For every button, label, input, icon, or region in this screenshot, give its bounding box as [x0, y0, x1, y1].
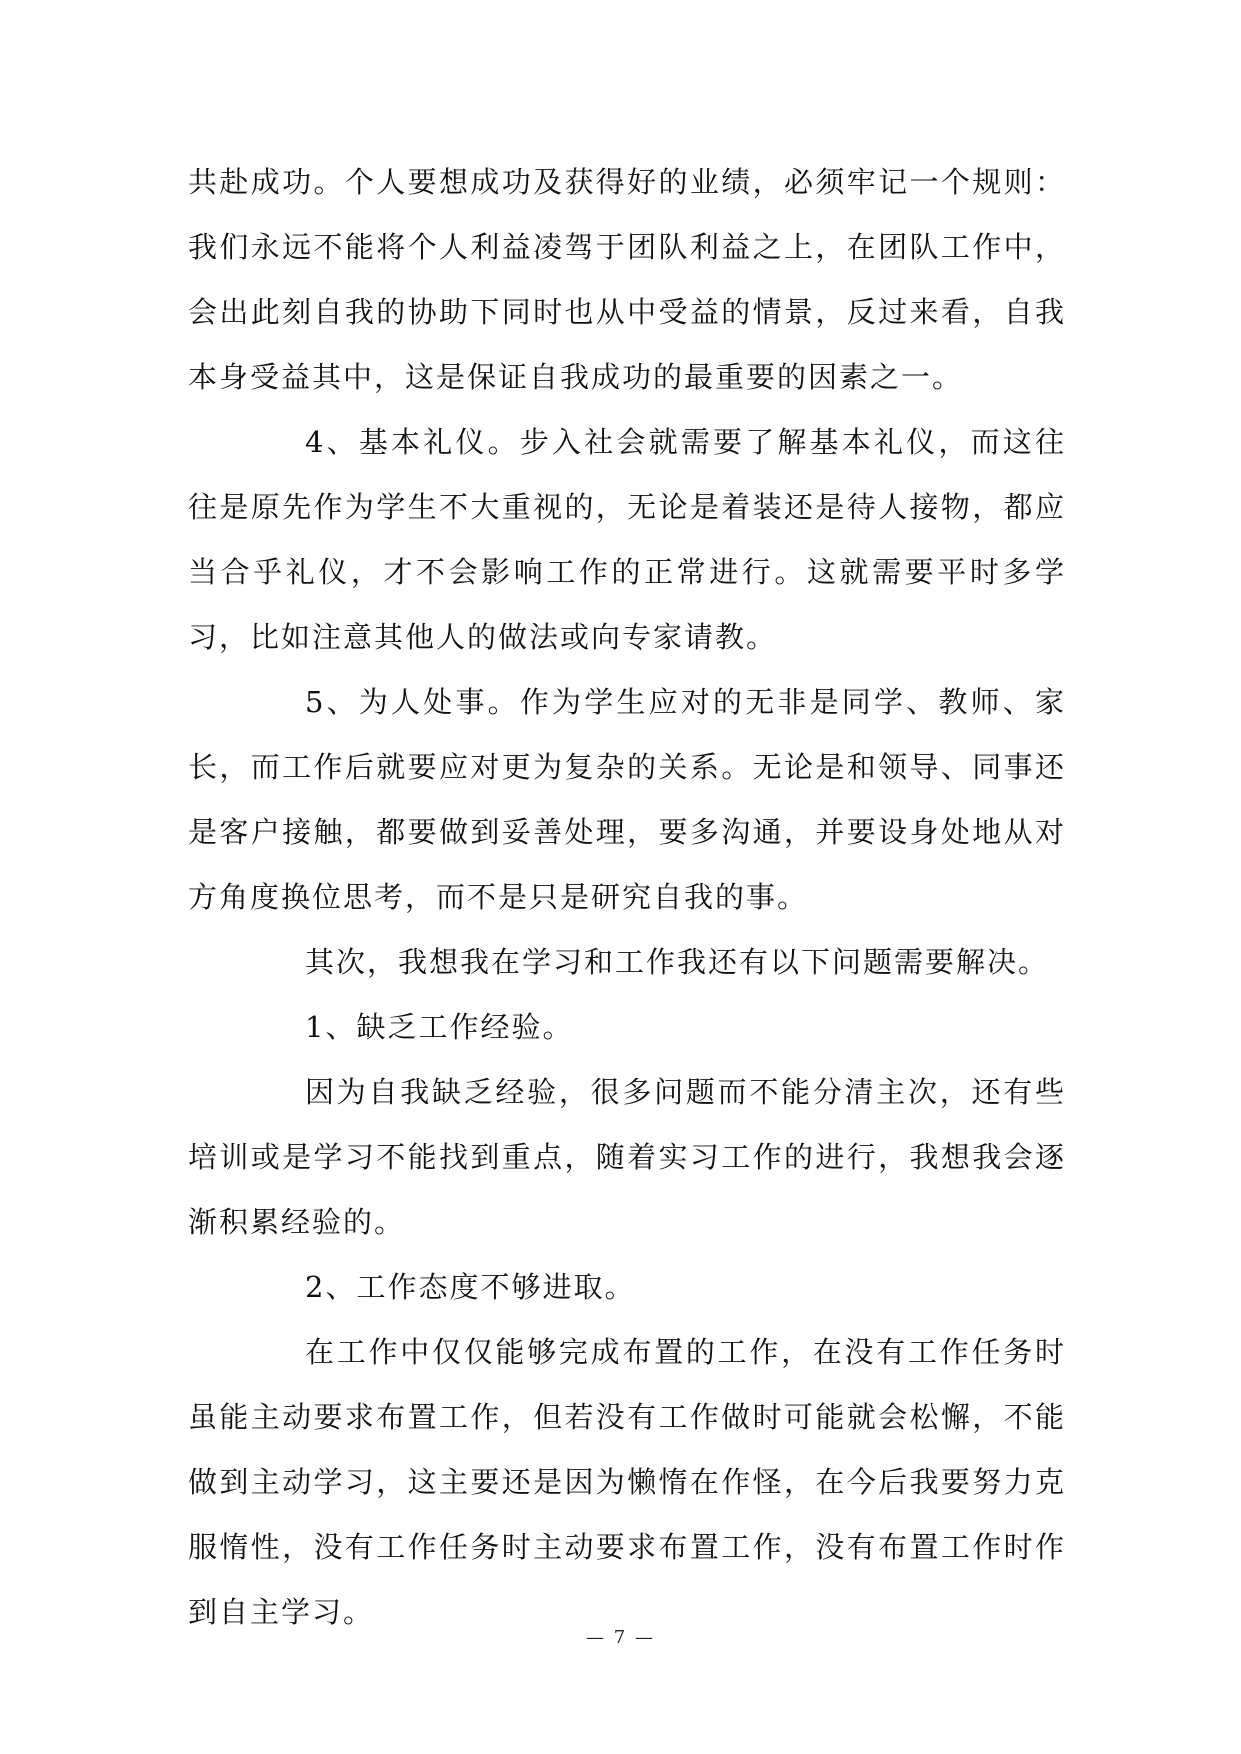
page-number: — 7 — — [586, 1627, 655, 1648]
paragraph-team-success: 共赴成功。个人要想成功及获得好的业绩，必须牢记一个规则：我们永远不能将个人利益凌驾于团队利益之上，在团队工作中，会出此刻自我的协助下同时也从中受益的情景，反过来看，自我本身受益其中，这是保证自我成功的最重要的因素之一。 — [188, 165, 1066, 394]
paragraph-item-attitude: 2、工作态度不够进取。 — [305, 1270, 636, 1304]
paragraph-problems-intro: 其次，我想我在学习和工作我还有以下问题需要解决。 — [305, 945, 1050, 979]
paragraph-attitude-detail: 在工作中仅仅能够完成布置的工作，在没有工作任务时虽能主动要求布置工作，但若没有工作做时可能就会松懈，不能做到主动学习，这主要还是因为懒惰在作怪，在今后我要努力克服惰性，没有工作任务时主动要求布置工作，没有布置工作时作到自主学习。 — [188, 1335, 1066, 1629]
paragraph-basic-etiquette: 4、基本礼仪。步入社会就需要了解基本礼仪，而这往往是原先作为学生不大重视的，无论是着装还是待人接物，都应当合乎礼仪，才不会影响工作的正常进行。这就需要平时多学习，比如注意其他人的做法或向专家请教。 — [188, 425, 1066, 654]
paragraph-interpersonal: 5、为人处事。作为学生应对的无非是同学、教师、家长，而工作后就要应对更为复杂的关系。无论是和领导、同事还是客户接触，都要做到妥善处理，要多沟通，并要设身处地从对方角度换位思考，而不是只是研究自我的事。 — [188, 685, 1066, 914]
paragraph-experience-detail: 因为自我缺乏经验，很多问题而不能分清主次，还有些培训或是学习不能找到重点，随着实习工作的进行，我想我会逐渐积累经验的。 — [188, 1075, 1066, 1239]
paragraph-item-lack-experience: 1、缺乏工作经验。 — [305, 1010, 574, 1044]
document-body — [188, 150, 1066, 1645]
